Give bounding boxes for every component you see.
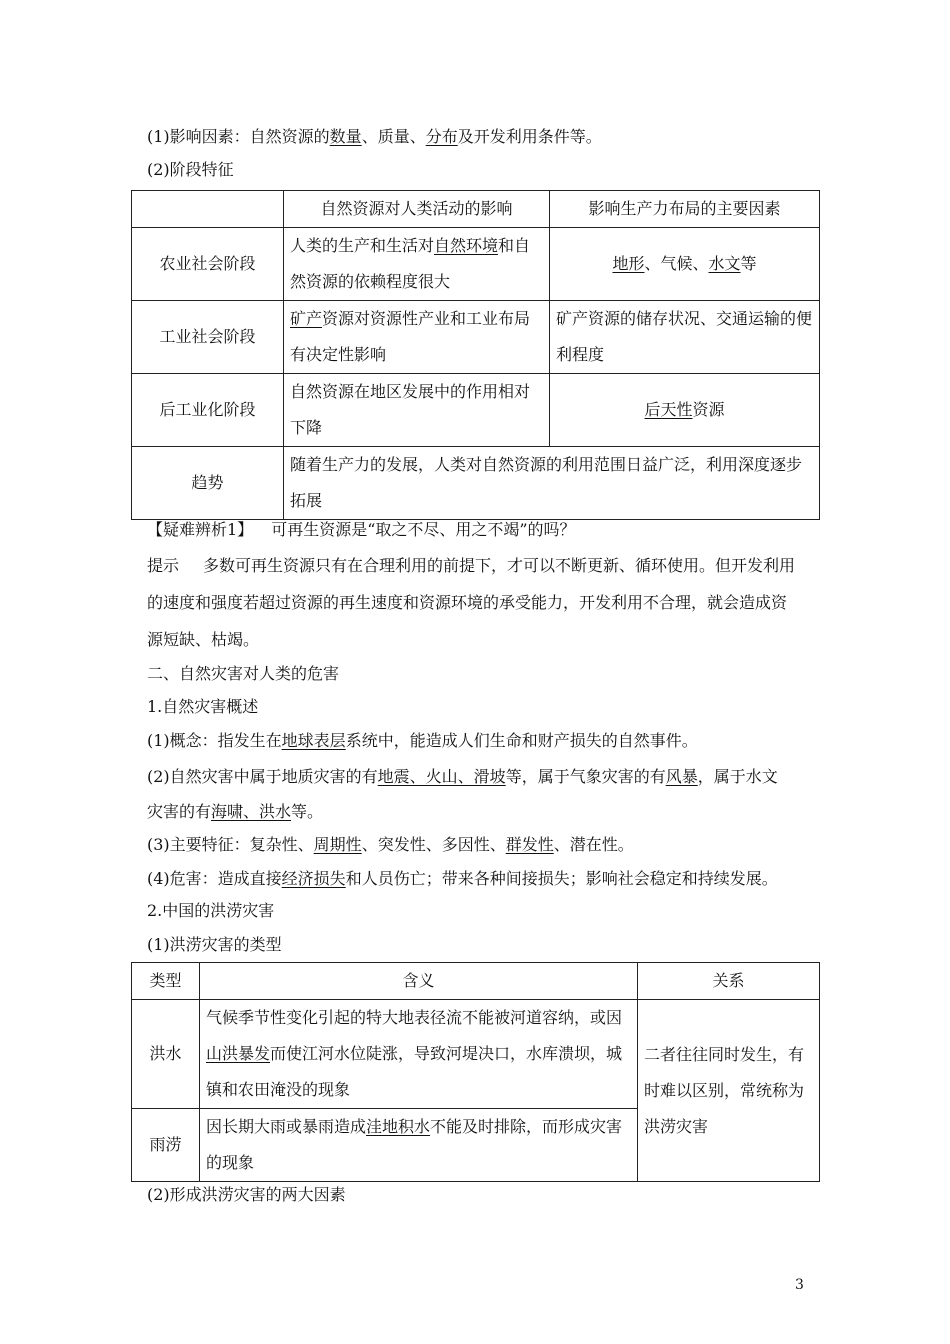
answer-depression-water: 洼地积水 bbox=[366, 1117, 431, 1136]
answer-terrain: 地形 bbox=[612, 254, 645, 273]
impact-cell: 自然资源在地区发展中的作用相对下降 bbox=[284, 374, 550, 447]
hint-line-1: 提示 多数可再生资源只有在合理利用的前提下，才可以不断更新、循环使用。但开发利用 bbox=[147, 556, 796, 575]
table-row-trend bbox=[132, 447, 820, 520]
subsection-overview: 1.自然灾害概述 bbox=[147, 697, 259, 716]
harm-line: (4)危害：造成直接经济损失和人员伤亡；带来各种间接损失；影响社会稳定和持续发展。 bbox=[147, 869, 778, 888]
answer-natural-environment: 自然环境 bbox=[434, 236, 499, 255]
stage-label: 农业社会阶段 bbox=[132, 228, 284, 301]
table-row bbox=[132, 374, 820, 447]
answer-quantity: 数量 bbox=[329, 127, 362, 146]
factor-cell: 地形、气候、水文等 bbox=[550, 228, 820, 301]
hint-label: 提示 bbox=[147, 556, 180, 575]
relation-cell: 二者往往同时发生，有时难以区别，常统称为洪涝灾害 bbox=[638, 1000, 820, 1182]
header-factors: 影响生产力布局的主要因素 bbox=[550, 191, 820, 228]
stage-table bbox=[131, 190, 820, 520]
category-line-2: 灾害的有海啸、洪水等。 bbox=[147, 802, 324, 821]
type-flood: 洪水 bbox=[132, 1000, 200, 1109]
header-relation: 关系 bbox=[638, 963, 820, 1000]
page-number: 3 bbox=[795, 1277, 804, 1293]
waterlog-meaning: 因长期大雨或暴雨造成洼地积水不能及时排除，而形成灾害的现象 bbox=[200, 1109, 638, 1182]
header-type: 类型 bbox=[132, 963, 200, 1000]
doubt-question: 可再生资源是“取之不尽、用之不竭”的吗？ bbox=[271, 520, 576, 539]
factor-cell: 矿产资源的储存状况、交通运输的便利程度 bbox=[550, 301, 820, 374]
table-header-row bbox=[132, 191, 820, 228]
flood-types-table bbox=[131, 962, 820, 1182]
answer-clustered: 群发性 bbox=[505, 835, 554, 854]
answer-periodic: 周期性 bbox=[313, 835, 362, 854]
concept-line: (1)概念：指发生在地球表层系统中，能造成人们生命和财产损失的自然事件。 bbox=[147, 731, 698, 750]
doubt-line bbox=[147, 520, 576, 540]
answer-mountain-torrent: 山洪暴发 bbox=[206, 1044, 271, 1063]
subsection-china-floods: 2.中国的洪涝灾害 bbox=[147, 901, 275, 920]
answer-economic-loss: 经济损失 bbox=[281, 869, 346, 888]
table-row bbox=[132, 228, 820, 301]
table-row bbox=[132, 1000, 820, 1109]
header-impact: 自然资源对人类活动的影响 bbox=[284, 191, 550, 228]
stage-title: (2)阶段特征 bbox=[147, 160, 234, 179]
answer-hydrologic: 海啸、洪水 bbox=[211, 802, 292, 821]
header-meaning: 含义 bbox=[200, 963, 638, 1000]
category-line-1: (2)自然灾害中属于地质灾害的有地震、火山、滑坡等，属于气象灾害的有风暴，属于水文 bbox=[147, 767, 778, 786]
factors-line bbox=[147, 127, 602, 147]
table-row bbox=[132, 301, 820, 374]
impact-cell: 人类的生产和生活对自然环境和自然资源的依赖程度很大 bbox=[284, 228, 550, 301]
stage-label: 工业社会阶段 bbox=[132, 301, 284, 374]
answer-mineral: 矿产 bbox=[290, 309, 323, 328]
features-line: (3)主要特征：复杂性、周期性、突发性、多因性、群发性、潜在性。 bbox=[147, 835, 634, 854]
factors-suffix: 及开发利用条件等。 bbox=[457, 127, 602, 146]
hint-line-2: 的速度和强度若超过资源的再生速度和资源环境的承受能力，开发利用不合理，就会造成资 bbox=[147, 593, 788, 612]
factors-mid: 、质量、 bbox=[361, 127, 426, 146]
factor-cell: 后天性资源 bbox=[550, 374, 820, 447]
section-heading: 二、自然灾害对人类的危害 bbox=[147, 664, 340, 683]
factors-prefix: (1)影响因素：自然资源的 bbox=[147, 127, 330, 146]
impact-cell: 矿产资源对资源性产业和工业布局有决定性影响 bbox=[284, 301, 550, 374]
type-waterlog: 雨涝 bbox=[132, 1109, 200, 1182]
header-blank bbox=[132, 191, 284, 228]
answer-geologic: 地震、火山、滑坡 bbox=[377, 767, 506, 786]
answer-distribution: 分布 bbox=[425, 127, 458, 146]
trend-label: 趋势 bbox=[132, 447, 284, 520]
table-header-row bbox=[132, 963, 820, 1000]
hint-line-3: 源短缺、枯竭。 bbox=[147, 630, 260, 649]
trend-text: 随着生产力的发展，人类对自然资源的利用范围日益广泛，利用深度逐步拓展 bbox=[284, 447, 820, 520]
answer-hydrology: 水文 bbox=[708, 254, 741, 273]
stage-label: 后工业化阶段 bbox=[132, 374, 284, 447]
answer-storm: 风暴 bbox=[665, 767, 698, 786]
doubt-title: 【疑难辨析1】 bbox=[147, 520, 254, 539]
answer-acquired: 后天性 bbox=[644, 400, 693, 419]
types-title: (1)洪涝灾害的类型 bbox=[147, 935, 282, 954]
flood-meaning: 气候季节性变化引起的特大地表径流不能被河道容纳，或因山洪暴发而使江河水位陡涨，导致河堤决口，水库溃坝，城镇和农田淹没的现象 bbox=[200, 1000, 638, 1109]
factors-title: (2)形成洪涝灾害的两大因素 bbox=[147, 1185, 346, 1204]
answer-earth-surface: 地球表层 bbox=[281, 731, 346, 750]
